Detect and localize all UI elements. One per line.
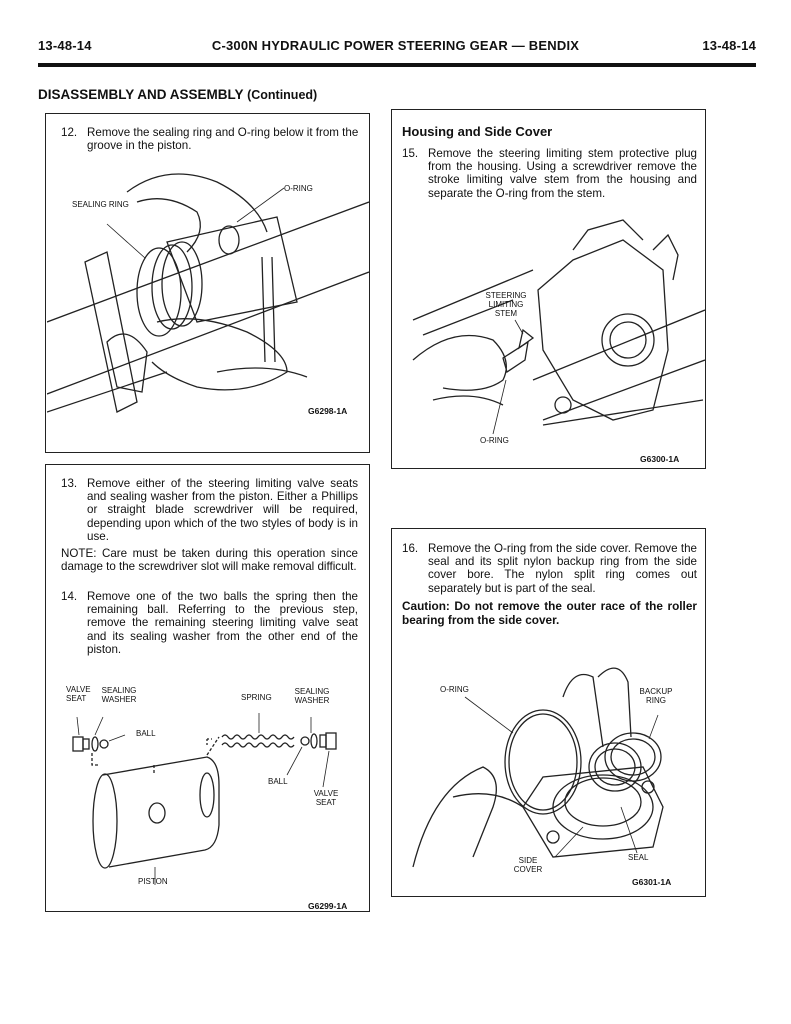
section-title [38,87,317,102]
figure-id: G6298-1A [308,406,348,416]
step15-panel [391,109,706,469]
step-number: 14. [61,590,78,603]
step-15 [402,147,697,200]
step-text: Remove the sealing ring and O-ring below it from the groove in the piston. [87,126,359,153]
label-o-ring: O-RING [440,685,469,694]
step-16 [402,542,697,595]
label-spring: SPRING [241,693,272,702]
subheading: Housing and Side Cover [402,124,553,139]
label-steering-limiting-stem: STEERING LIMITING STEM [485,291,527,318]
section-title-continued: (Continued) [247,88,318,102]
figure-id: G6301-1A [632,877,672,887]
note: NOTE: Care must be taken during this operation since damage to the screwdriver slot will make removal difficult. [61,547,358,574]
step-text: Remove one of the two balls the spring then the remaining ball. Referring to the previous step, remove the remaining steering limiting valve seat and its sealing washer from the other end of the piston. [87,590,358,656]
label-side-cover: SIDE COVER [513,856,543,874]
step12-panel [45,113,370,453]
page-number-left: 13-48-14 [38,38,92,53]
figure-id: G6299-1A [308,901,348,911]
figure-id: G6300-1A [640,454,680,464]
label-valve-seat: VALVE SEAT [66,685,91,703]
label-sealing-washer-right: SEALING WASHER [294,687,330,705]
label-o-ring: O-RING [284,184,313,193]
label-seal: SEAL [628,853,649,862]
page-header-title: C-300N HYDRAULIC POWER STEERING GEAR — BENDIX [211,38,580,53]
housing-stem-illustration [393,210,705,450]
step-14 [61,590,358,656]
step-text: Remove the O-ring from the side cover. Remove the seal and its split nylon backup ring from the side cover bore. The nylon split ring comes out separately but is part of the seal. [428,542,697,595]
section-title-text: DISASSEMBLY AND ASSEMBLY [38,87,244,102]
page-number-right: 13-48-14 [702,38,756,53]
header-rule [38,63,756,67]
step16-panel [391,528,706,897]
step-number: 12. [61,126,78,139]
step-13 [61,477,358,543]
step13-14-panel [45,464,370,912]
label-backup-ring: BACKUP RING [639,687,673,705]
label-sealing-ring: SEALING RING [72,200,129,209]
step-12 [61,126,361,152]
caution-note: Caution: Do not remove the outer race of the roller bearing from the side cover. [402,599,697,627]
label-sealing-washer-left: SEALING WASHER [101,686,137,704]
step-number: 15. [402,147,419,160]
step-text: Remove the steering limiting stem protective plug from the housing. Using a screwdriver remove the stroke limiting valve stem from the housing and separate the O-ring from the stem. [428,147,697,200]
step-number: 13. [61,477,78,490]
label-ball-right: BALL [268,777,288,786]
step-text: Remove either of the steering limiting valve seats and sealing washer from the piston. Either a Phillips or straight blade screwdriver will be required, depending upon which of the two styles of body is in use. [87,477,358,543]
label-o-ring: O-RING [480,436,509,445]
label-ball-left: BALL [136,729,156,738]
label-piston: PISTON [138,877,168,886]
step-number: 16. [402,542,419,555]
label-valve-seat-right: VALVE SEAT [313,789,339,807]
